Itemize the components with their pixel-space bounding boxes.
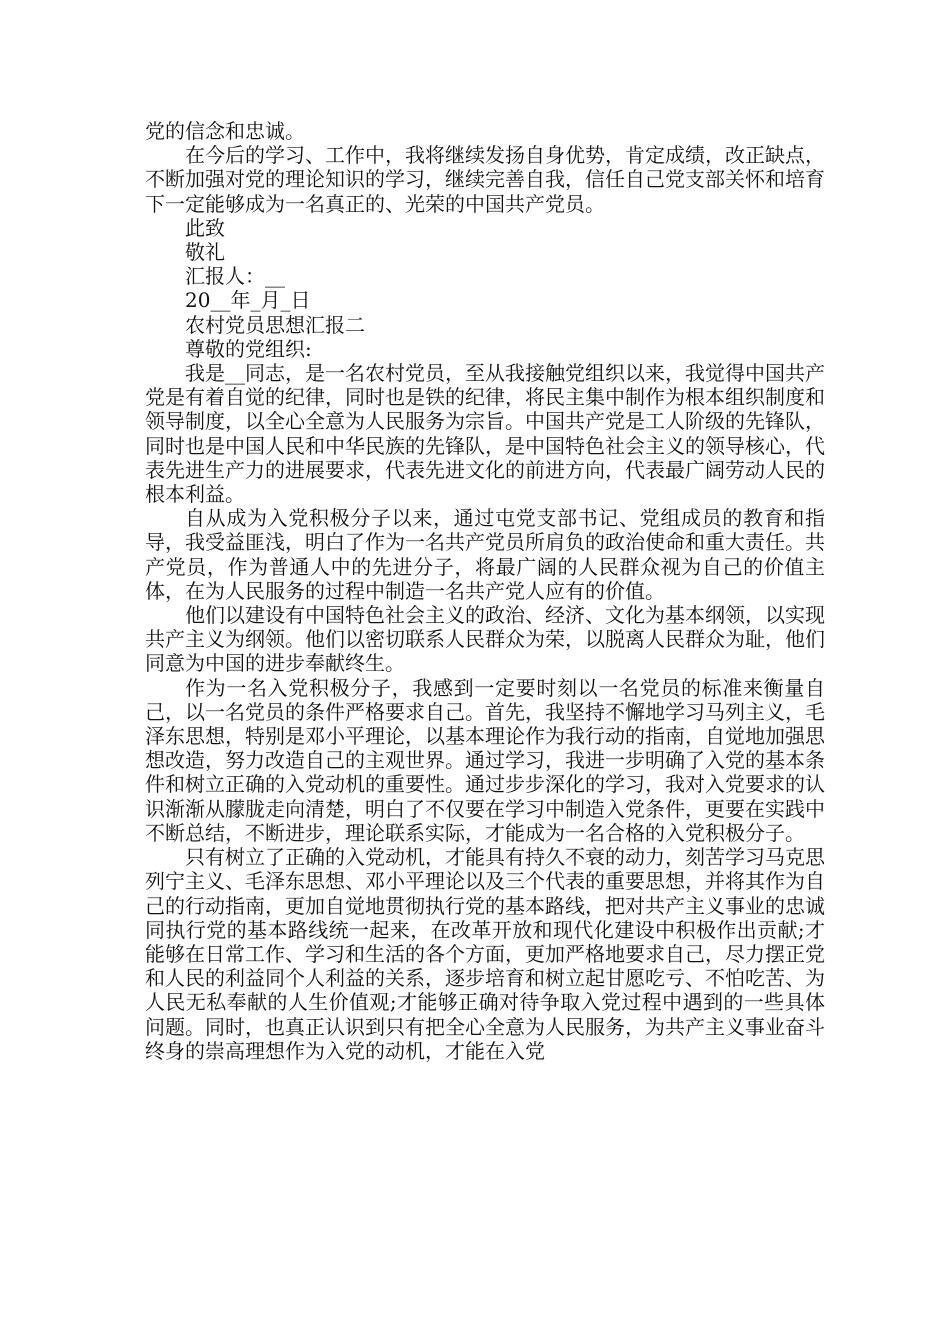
paragraph-program: 他们以建设有中国特色社会主义的政治、经济、文化为基本纲领，以实现共产主义为纲领。他们以密切联系人民群众为荣，以脱离人民群众为耻，他们同意为中国的进步奉献终生。 <box>145 603 825 676</box>
paragraph-motivation: 只有树立了正确的入党动机，才能具有持久不衰的动力，刻苦学习马克思列宁主义、毛泽东思想、邓小平理论以及三个代表的重要思想，并将其作为自己的行动指南，更加自觉地贯彻执行党的基本路线，把对共产主义事业的忠诚同执行党的基本路线统一起来，在改革开放和现代化建设中积极作出贡献;才能够在日常工作、学习和生活的各个方面，更加严格地要求自己，尽力摆正党和人民的利益同个人利益的关系，逐步培育和树立起甘愿吃亏、不怕吃苦、为人民无私奉献的人生价值观;才能够正确对待争取入党过程中遇到的一些具体问题。同时，也真正认识到只有把全心全意为人民服务，为共产主义事业奋斗终身的崇高理想作为入党的动机，才能在入党 <box>145 845 825 1063</box>
section-title: 农村党员思想汇报二 <box>185 312 365 337</box>
paragraph-future-commitment: 在今后的学习、工作中，我将继续发扬自身优势，肯定成绩，改正缺点，不断加强对党的理论知识的学习，继续完善自我，信任自己党支部关怀和培育下一定能够成为一名真正的、光荣的中国共产党员。 <box>145 143 825 216</box>
paragraph-introduction: 我是__同志，是一名农村党员，至从我接触党组织以来，我觉得中国共产党是有着自觉的纪律，同时也是铁的纪律，将民主集中制作为根本组织制度和领导制度，以全心全意为人民服务为宗旨。中国共产党是工人阶级的先锋队，同时也是中国人民和中华民族的先锋队，是中国特色社会主义的领导核心，代表先进生产力的进展要求，代表先进文化的前进方向，代表最广阔劳动人民的根本利益。 <box>145 361 825 507</box>
closing-salutation-1: 此致 <box>185 215 225 240</box>
date-line: 20__年_月_日 <box>185 288 311 313</box>
greeting-line: 尊敬的党组织: <box>185 336 312 361</box>
document-body <box>145 119 825 1063</box>
paragraph-guidance: 自从成为入党积极分子以来，通过屯党支部书记、党组成员的教育和指导，我受益匪浅，明白了作为一名共产党员所肩负的政治使命和重大责任。共产党员，作为普通人中的先进分子，将最广阔的人民群众视为自己的价值主体，在为人民服务的过程中制造一名共产党人应有的价值。 <box>145 506 825 603</box>
closing-salutation-2: 敬礼 <box>185 240 225 265</box>
paragraph-self-requirement: 作为一名入党积极分子，我感到一定要时刻以一名党员的标准来衡量自己，以一名党员的条件严格要求自己。首先，我坚持不懈地学习马列主义，毛泽东思想，特别是邓小平理论，以基本理论作为我行动的指南，自觉地加强思想改造，努力改造自己的主观世界。通过学习，我进一步明确了入党的基本条件和树立正确的入党动机的重要性。通过步步深化的学习，我对入党要求的认识渐渐从朦胧走向清楚，明白了不仅要在学习中制造入党条件，更要在实践中不断总结，不断进步，理论联系实际，才能成为一名合格的入党积极分子。 <box>145 675 825 845</box>
paragraph-continuation: 党的信念和忠诚。 <box>145 119 305 143</box>
reporter-line: 汇报人：__ <box>185 264 285 289</box>
